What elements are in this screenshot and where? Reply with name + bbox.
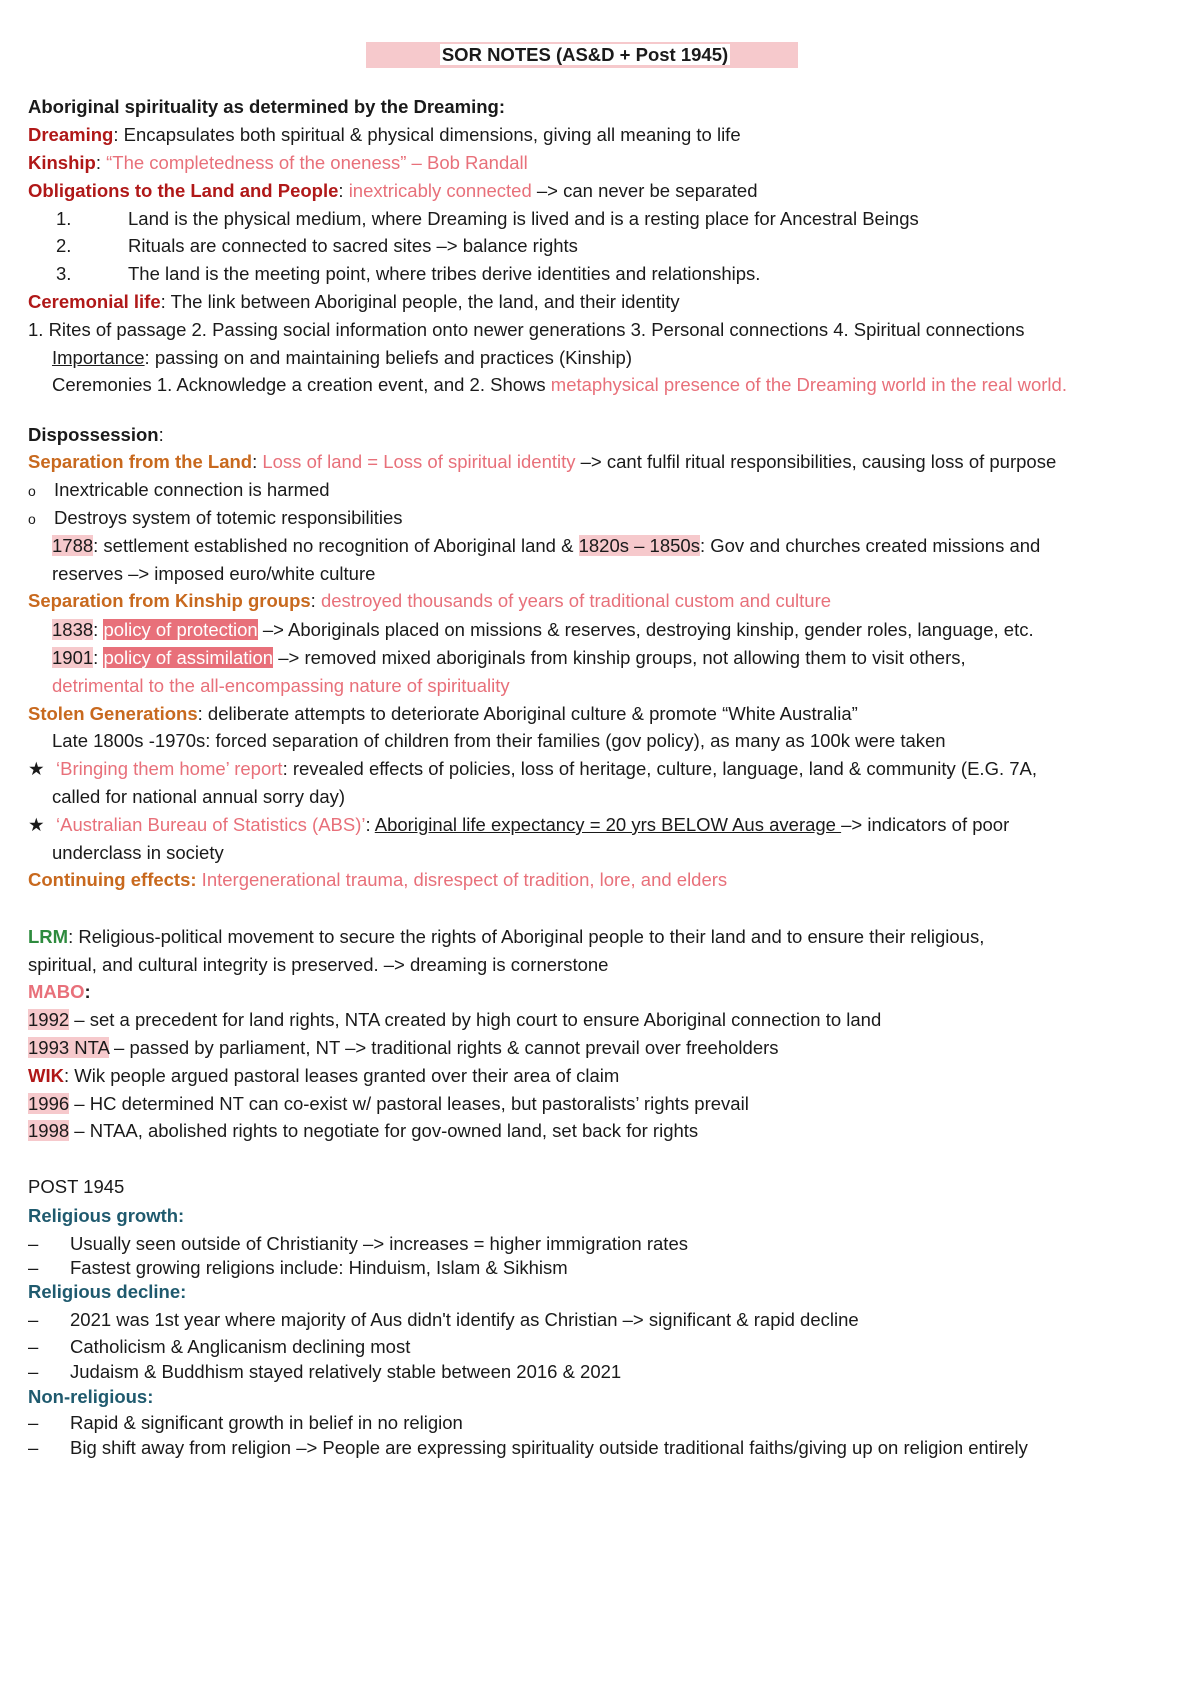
line-1998: 1998 – NTAA, abolished rights to negotiate for gov-owned land, set back for rights xyxy=(28,1120,699,1141)
list-item: – Catholicism & Anglicanism declining most xyxy=(28,1336,411,1357)
line-separation-land: Separation from the Land: Loss of land = Loss of spiritual identity –> cant fulfil ritual responsibilities, causing loss of purpose xyxy=(28,451,1057,472)
line-abs-cont: underclass in society xyxy=(52,842,224,863)
line-late-1800s: Late 1800s -1970s: forced separation of children from their families (gov policy), as many as 100k were taken xyxy=(52,730,946,751)
heading-religious-decline: Religious decline: xyxy=(28,1281,187,1302)
section-heading-dispossession: Dispossession: xyxy=(28,424,164,445)
list-item: – 2021 was 1st year where majority of Aus didn't identify as Christian –> significant & rapid decline xyxy=(28,1309,859,1330)
heading-religious-growth: Religious growth: xyxy=(28,1205,185,1226)
section-heading-dreaming: Aboriginal spirituality as determined by the Dreaming: xyxy=(28,96,505,117)
line-obligations: Obligations to the Land and People: inextricably connected –> can never be separated xyxy=(28,180,758,201)
line-lrm: LRM: Religious-political movement to secure the rights of Aboriginal people to their land and to ensure their religious, xyxy=(28,926,985,947)
line-bth-cont: called for national annual sorry day) xyxy=(52,786,346,807)
line-kinship: Kinship: “The completedness of the oneness” – Bob Randall xyxy=(28,152,528,173)
list-item: – Usually seen outside of Christianity –> increases = higher immigration rates xyxy=(28,1233,688,1254)
line-importance: Importance: passing on and maintaining beliefs and practices (Kinship) xyxy=(52,347,632,368)
list-item: – Big shift away from religion –> People are expressing spirituality outside traditional faiths/giving up on religion entirely xyxy=(28,1437,1028,1458)
line-dreaming: Dreaming: Encapsulates both spiritual & physical dimensions, giving all meaning to life xyxy=(28,124,741,145)
line-mabo: MABO: xyxy=(28,981,91,1002)
line-1838: 1838: policy of protection –> Aboriginals placed on missions & reserves, destroying kinship, gender roles, language, etc. xyxy=(52,619,1034,640)
list-item: 2. Rituals are connected to sacred sites –> balance rights xyxy=(56,235,578,256)
line-bringing-them-home: ★ ‘Bringing them home’ report: revealed effects of policies, loss of heritage, culture, language, land & community (E.G. 7A, xyxy=(28,758,1038,779)
line-1992: 1992 – set a precedent for land rights, NTA created by high court to ensure Aboriginal connection to land xyxy=(28,1009,882,1030)
page-title: SOR NOTES (AS&D + Post 1945) xyxy=(441,44,729,65)
line-1993: 1993 NTA – passed by parliament, NT –> traditional rights & cannot prevail over freeholders xyxy=(28,1037,779,1058)
line-1901-cont: detrimental to the all-encompassing nature of spirituality xyxy=(52,675,510,696)
bullet-item: o Inextricable connection is harmed xyxy=(28,479,330,500)
line-stolen-generations: Stolen Generations: deliberate attempts to deteriorate Aboriginal culture & promote “White Australia” xyxy=(28,703,858,724)
line-1788-cont: reserves –> imposed euro/white culture xyxy=(52,563,376,584)
bullet-item: o Destroys system of totemic responsibilities xyxy=(28,507,403,528)
line-rites: 1. Rites of passage 2. Passing social information onto newer generations 3. Personal connections 4. Spiritual connections xyxy=(28,319,1025,340)
line-ceremonial-life: Ceremonial life: The link between Aboriginal people, the land, and their identity xyxy=(28,291,680,312)
line-ceremonies: Ceremonies 1. Acknowledge a creation event, and 2. Shows metaphysical presence of the Dreaming world in the real world. xyxy=(52,374,1067,395)
list-item: 3. The land is the meeting point, where tribes derive identities and relationships. xyxy=(56,263,761,284)
line-1996: 1996 – HC determined NT can co-exist w/ pastoral leases, but pastoralists’ rights prevail xyxy=(28,1093,749,1114)
list-item: – Fastest growing religions include: Hinduism, Islam & Sikhism xyxy=(28,1257,568,1278)
line-lrm-cont: spiritual, and cultural integrity is preserved. –> dreaming is cornerstone xyxy=(28,954,609,975)
list-item: – Rapid & significant growth in belief in no religion xyxy=(28,1412,463,1433)
line-wik: WIK: Wik people argued pastoral leases granted over their area of claim xyxy=(28,1065,620,1086)
line-1901: 1901: policy of assimilation –> removed mixed aboriginals from kinship groups, not allowing them to visit others, xyxy=(52,647,966,668)
star-icon: ★ xyxy=(28,814,45,835)
line-separation-kinship: Separation from Kinship groups: destroyed thousands of years of traditional custom and culture xyxy=(28,590,832,611)
line-1788: 1788: settlement established no recognition of Aboriginal land & 1820s – 1850s: Gov and churches created missions and xyxy=(52,535,1041,556)
line-continuing-effects: Continuing effects: Intergenerational trauma, disrespect of tradition, lore, and elders xyxy=(28,869,728,890)
star-icon: ★ xyxy=(28,758,45,779)
list-item: – Judaism & Buddhism stayed relatively stable between 2016 & 2021 xyxy=(28,1361,622,1382)
list-item: 1. Land is the physical medium, where Dreaming is lived and is a resting place for Ancestral Beings xyxy=(56,208,919,229)
line-abs: ★ ‘Australian Bureau of Statistics (ABS)’: Aboriginal life expectancy = 20 yrs BELOW Aus average –> indicators of poor xyxy=(28,814,1010,835)
section-heading-post-1945: POST 1945 xyxy=(28,1176,125,1197)
heading-non-religious: Non-religious: xyxy=(28,1386,154,1407)
